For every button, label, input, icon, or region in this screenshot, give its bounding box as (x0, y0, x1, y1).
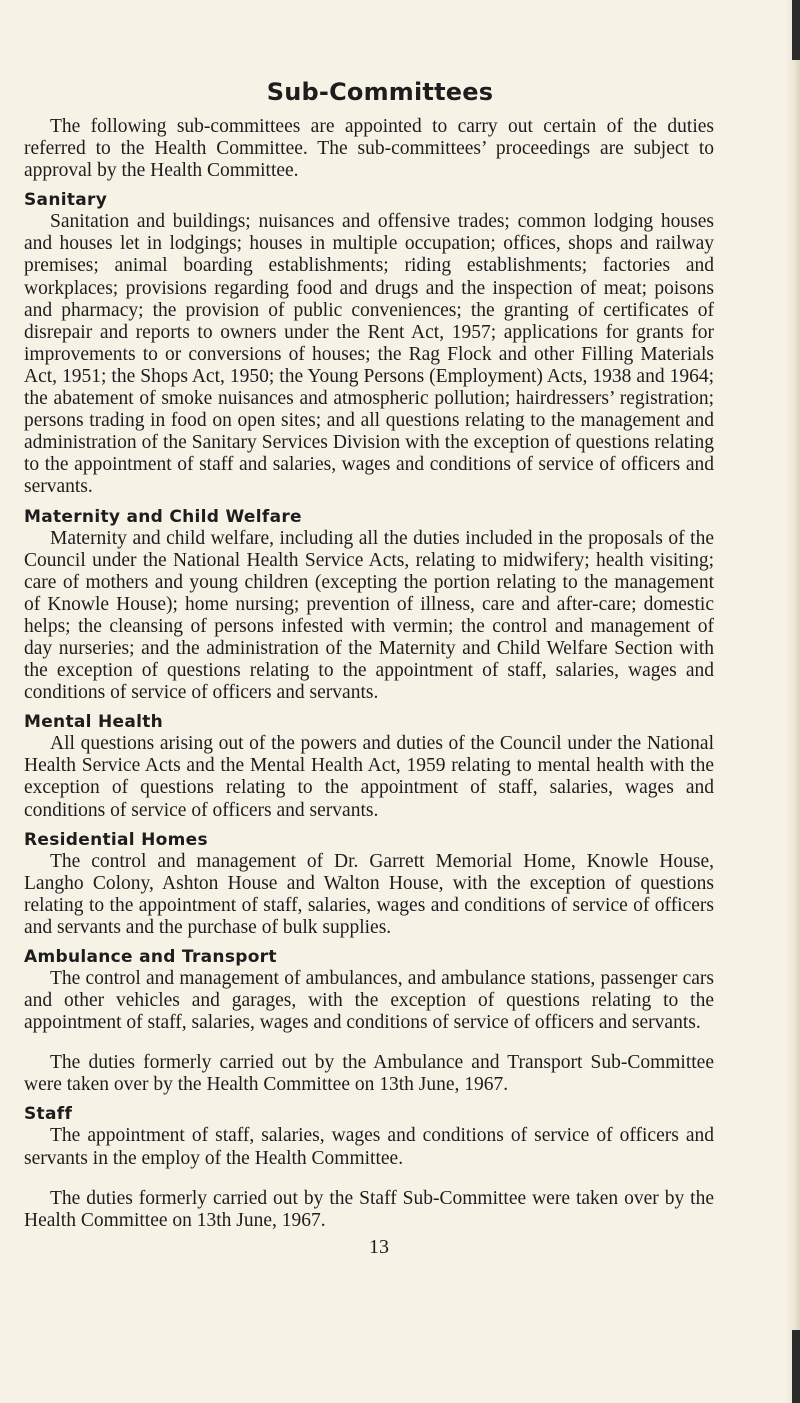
section-paragraph: The control and management of ambulances, and ambulance stations, passenger cars and other vehicles and garages, with the exception of questions relating to the appointment of staff, salaries, wages and conditions of service of officers and servants. (24, 968, 714, 1034)
section-sanitary (24, 190, 714, 498)
section-residential-homes (24, 830, 714, 939)
binding-mark-top (792, 0, 800, 60)
section-paragraph: Maternity and child welfare, including all the duties included in the proposals of the Council under the National Health Service Acts, relating to midwifery; health visiting; care of mothers and young children (excepting the portion relating to the management of Knowle House); home nursing; prevention of illness, care and after-care; domestic helps; the cleansing of persons infested with vermin; the control and management of day nurseries; and the administration of the Maternity and Child Welfare Section with the exception of questions relating to the appointment of staff, salaries, wages and conditions of service of officers and servants. (24, 527, 714, 704)
section-heading: Ambulance and Transport (24, 947, 277, 967)
section-heading: Staff (24, 1104, 73, 1125)
page-number: 13 (369, 1235, 389, 1258)
section-paragraph: The appointment of staff, salaries, wages and conditions of service of officers and servants in the employ of the Health Committee. (24, 1125, 714, 1169)
section-staff (24, 1104, 714, 1231)
section-ambulance-and-transport (24, 947, 714, 1096)
section-paragraph: All questions arising out of the powers and duties of the Council under the National Health Service Acts and the Mental Health Act, 1959 relating to mental health with the exception of questions relating to the appointment of staff, salaries, wages and conditions of service of officers and servants. (24, 733, 714, 821)
page-content (24, 72, 714, 1259)
page-title: Sub-Committees (266, 78, 494, 106)
section-heading: Mental Health (24, 712, 164, 733)
section-heading: Maternity and Child Welfare (24, 506, 302, 527)
section-maternity-and-child-welfare (24, 507, 714, 705)
page-edge (786, 0, 800, 1403)
binding-mark-bottom (792, 1330, 800, 1403)
section-paragraph: The duties formerly carried out by the Ambulance and Transport Sub-Committee were taken over by the Health Committee on 13th June, 1967. (24, 1052, 714, 1096)
intro-paragraph: The following sub-committees are appointed to carry out certain of the duties referred to the Health Committee. The sub-committees’ proceedings are subject to approval by the Health Committee. (24, 116, 714, 182)
section-mental-health (24, 712, 714, 821)
section-heading: Residential Homes (24, 829, 208, 850)
section-paragraph: Sanitation and buildings; nuisances and offensive trades; common lodging houses and houses let in lodgings; houses in multiple occupation; offices, shops and railway premises; animal boarding establishments; riding establishments; factories and workplaces; provisions regarding food and drugs and the inspection of meat; poisons and pharmacy; the provision of public conveniences; the granting of certificates of disrepair and reports to owners under the Rent Act, 1957; applications for grants for improvements to or conversions of houses; the Rag Flock and other Filling Materials Act, 1951; the Shops Act, 1950; the Young Persons (Employment) Acts, 1938 and 1964; the abatement of smoke nuisances and atmospheric pollution; hairdressers’ registration; persons trading in food on open sites; and all questions relating to the management and administration of the Sanitary Services Division with the exception of questions relating to the appointment of staff and salaries, wages and conditions of service of officers and servants. (24, 211, 714, 498)
section-heading: Sanitary (24, 190, 108, 211)
section-paragraph: The duties formerly carried out by the Staff Sub-Committee were taken over by the Health Committee on 13th June, 1967. (24, 1187, 714, 1231)
section-paragraph: The control and management of Dr. Garrett Memorial Home, Knowle House, Langho Colony, Ashton House and Walton House, with the exception of questions relating to the appointment of staff, salaries, wages and conditions of service of officers and servants and the purchase of bulk supplies. (24, 850, 714, 938)
